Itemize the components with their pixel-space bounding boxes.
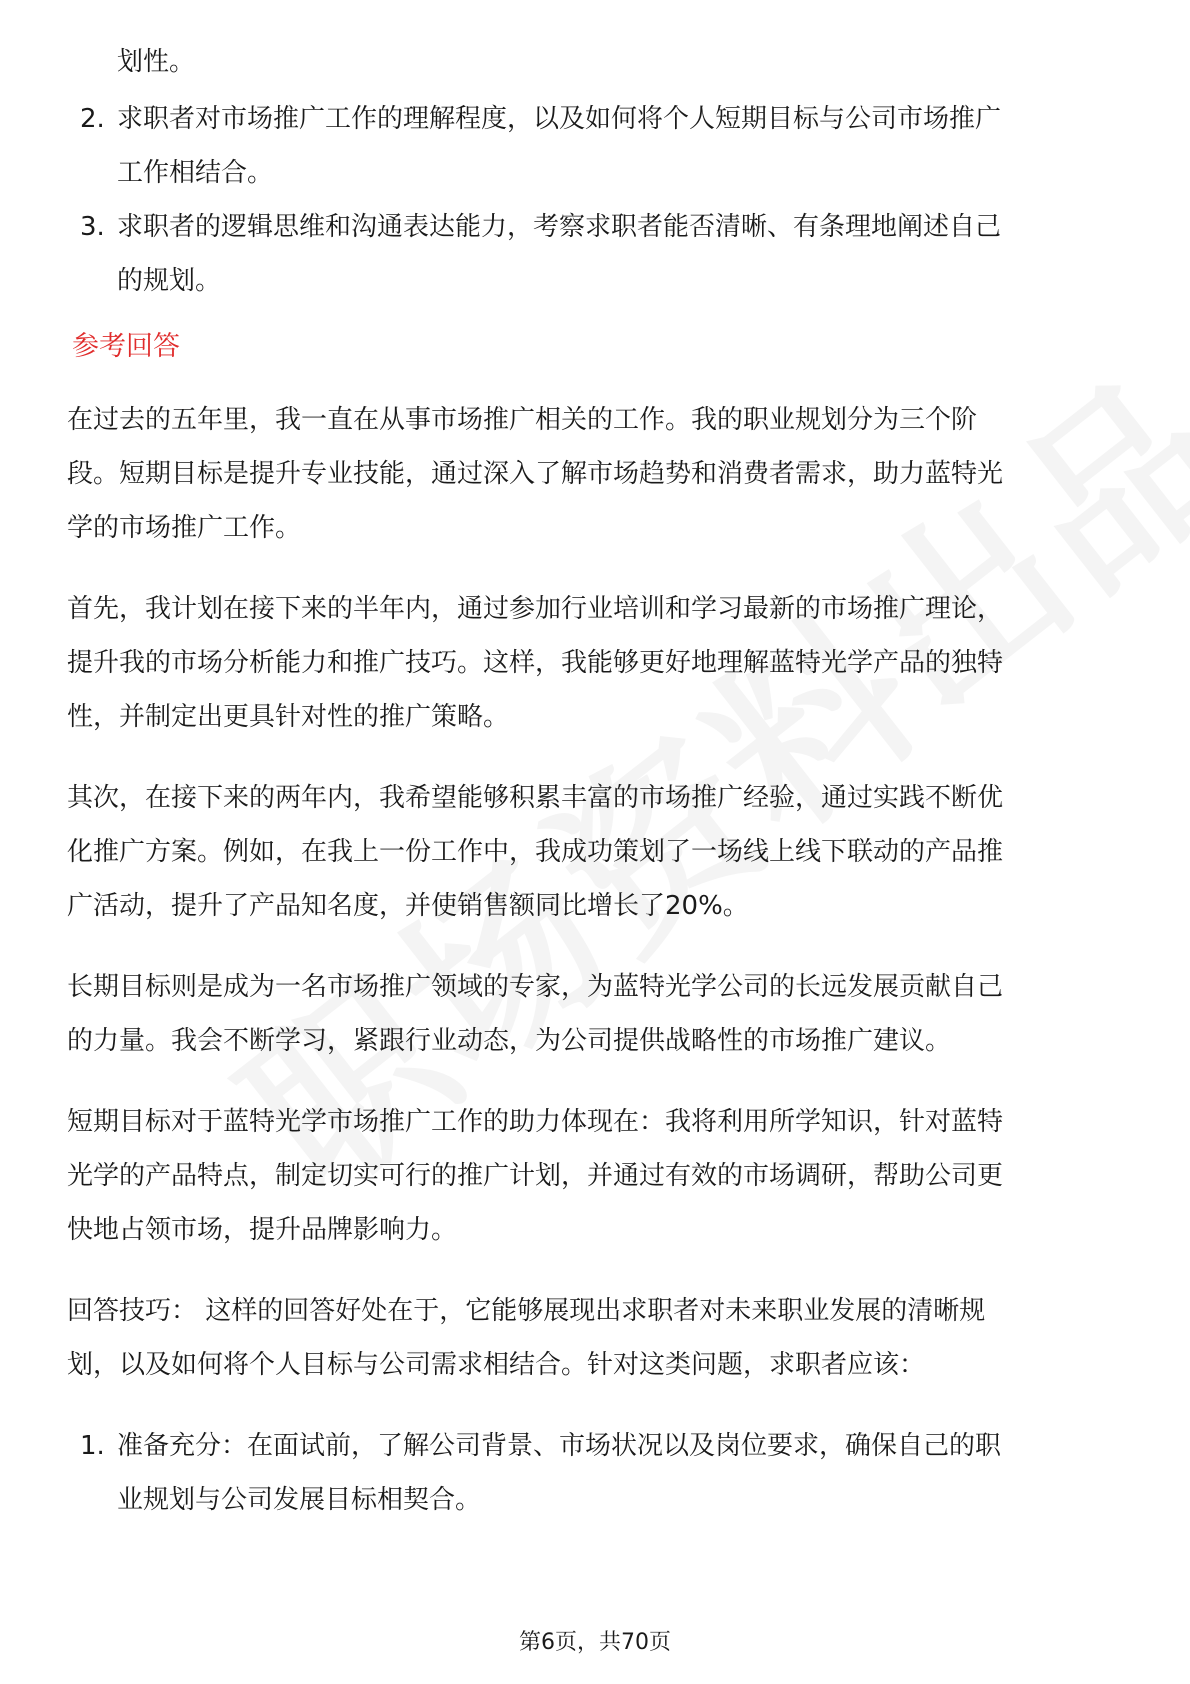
section-heading: 参考回答 — [72, 331, 180, 362]
paragraph-line: 学的市场推广工作。 — [67, 513, 302, 543]
list-item-number: 3. — [80, 212, 105, 242]
list-continuation: 划性。 — [117, 47, 196, 77]
list-item-line: 业规划与公司发展目标相契合。 — [117, 1485, 482, 1515]
list-item-line: 工作相结合。 — [117, 158, 274, 188]
paragraph-line: 化推广方案。例如，在我上一份工作中，我成功策划了一场线上线下联动的产品推 — [67, 837, 1004, 867]
page-footer: 第6页，共70页 — [519, 1630, 671, 1655]
paragraph-line: 首先，我计划在接下来的半年内，通过参加行业培训和学习最新的市场推广理论， — [67, 594, 1004, 624]
paragraph-line: 其次，在接下来的两年内，我希望能够积累丰富的市场推广经验，通过实践不断优 — [67, 783, 1004, 813]
paragraph-line: 提升我的市场分析能力和推广技巧。这样，我能够更好地理解蓝特光学产品的独特 — [67, 648, 1004, 678]
paragraph-line: 在过去的五年里，我一直在从事市场推广相关的工作。我的职业规划分为三个阶 — [67, 405, 978, 435]
paragraph-line: 广活动，提升了产品知名度，并使销售额同比增长了20%。 — [67, 891, 749, 921]
paragraph-line: 的力量。我会不断学习，紧跟行业动态，为公司提供战略性的市场推广建议。 — [67, 1026, 952, 1056]
list-item-line: 求职者的逻辑思维和沟通表达能力，考察求职者能否清晰、有条理地阐述自己 — [117, 212, 1002, 242]
paragraph-line: 短期目标对于蓝特光学市场推广工作的助力体现在：我将利用所学知识，针对蓝特 — [67, 1107, 1004, 1137]
paragraph-line: 长期目标则是成为一名市场推广领域的专家，为蓝特光学公司的长远发展贡献自己 — [67, 972, 1004, 1002]
list-item-number: 1. — [80, 1431, 105, 1461]
list-item-line: 准备充分：在面试前，了解公司背景、市场状况以及岗位要求，确保自己的职 — [117, 1431, 1002, 1461]
list-item-line: 的规划。 — [117, 266, 222, 296]
list-item-line: 求职者对市场推广工作的理解程度，以及如何将个人短期目标与公司市场推广 — [117, 104, 1002, 134]
list-item-number: 2. — [80, 104, 105, 134]
paragraph-line: 光学的产品特点，制定切实可行的推广计划，并通过有效的市场调研，帮助公司更 — [67, 1161, 1004, 1191]
paragraph-line: 快地占领市场，提升品牌影响力。 — [67, 1215, 458, 1245]
paragraph-line: 划，以及如何将个人目标与公司需求相结合。针对这类问题，求职者应该： — [67, 1350, 926, 1380]
paragraph-line: 回答技巧： 这样的回答好处在于，它能够展现出求职者对未来职业发展的清晰规 — [67, 1296, 986, 1326]
paragraph-line: 性，并制定出更具针对性的推广策略。 — [67, 702, 510, 732]
paragraph-line: 段。短期目标是提升专业技能，通过深入了解市场趋势和消费者需求，助力蓝特光 — [67, 459, 1004, 489]
